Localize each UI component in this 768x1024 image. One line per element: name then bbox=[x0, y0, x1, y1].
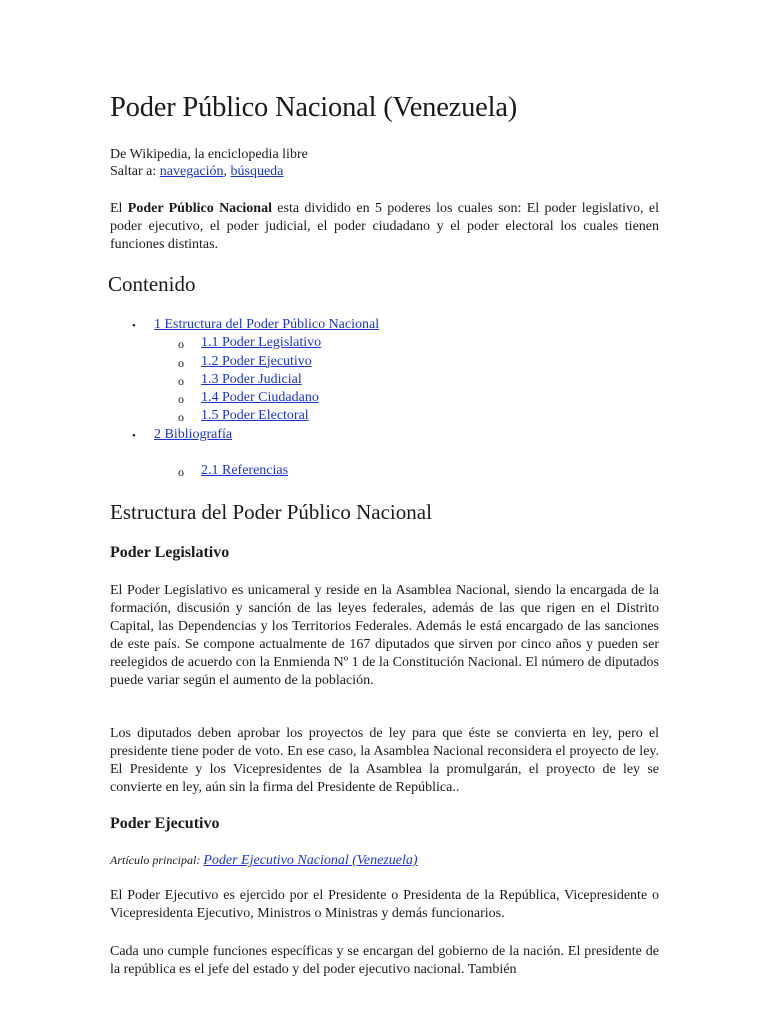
intro-paragraph bbox=[110, 200, 659, 254]
jump-line bbox=[110, 163, 308, 180]
legislativo-paragraph-1: El Poder Legislativo es unicameral y reside en la Asamblea Nacional, siendo la encargada de la formación, discusión y sanción de las leyes federales, además de las que rigen en el Distrito Capital, las Dependencias y los Territorios Federales. Además le está encargado de las sanciones de este país. Se compone actualmente de 167 diputados que sirven por cinco años y pueden ser reelegidos de acuerdo con la Enmienda Nº 1 de la Constitución Nacional. El número de diputados puede variar según el aumento de la población. bbox=[110, 583, 659, 688]
ejecutivo-paragraph-1: El Poder Ejecutivo es ejercido por el Presidente o Presidenta de la República, Vicepresidente o Vicepresidenta Ejecutivo, Ministros o Ministras y demás funcionarios. bbox=[110, 888, 659, 921]
intro-pre: El bbox=[110, 201, 128, 216]
circle-bullet-icon: o bbox=[178, 465, 184, 479]
main-article-link[interactable]: Poder Ejecutivo Nacional (Venezuela) bbox=[203, 853, 418, 868]
page-title: Poder Público Nacional (Venezuela) bbox=[110, 92, 518, 123]
heading-poder-legislativo: Poder Legislativo bbox=[110, 544, 230, 561]
jump-separator: , bbox=[223, 164, 231, 179]
jump-search-link[interactable]: búsqueda bbox=[230, 164, 284, 179]
circle-bullet-icon: o bbox=[178, 392, 184, 406]
circle-bullet-icon: o bbox=[178, 374, 184, 388]
toc-link-bibliografia[interactable]: 2 Bibliografía bbox=[154, 426, 233, 442]
circle-bullet-icon: o bbox=[178, 337, 184, 351]
toc-link-estructura[interactable]: 1 Estructura del Poder Público Nacional bbox=[154, 317, 380, 332]
toc-link-referencias[interactable]: 2.1 Referencias bbox=[201, 463, 289, 478]
main-article-label: Artículo principal: bbox=[110, 853, 204, 867]
section-heading-estructura: Estructura del Poder Público Nacional bbox=[110, 500, 432, 524]
bullet-icon: • bbox=[132, 429, 136, 442]
from-line: De Wikipedia, la enciclopedia libre bbox=[110, 147, 308, 162]
jump-prefix: Saltar a: bbox=[110, 164, 160, 179]
toc-link-judicial[interactable]: 1.3 Poder Judicial bbox=[201, 372, 302, 387]
jump-navigation-link[interactable]: navegación bbox=[159, 164, 224, 179]
intro-bold: Poder Público Nacional bbox=[127, 201, 272, 216]
heading-poder-ejecutivo: Poder Ejecutivo bbox=[110, 815, 220, 832]
toc-link-ejecutivo[interactable]: 1.2 Poder Ejecutivo bbox=[201, 353, 312, 369]
toc-link-electoral[interactable]: 1.5 Poder Electoral bbox=[201, 408, 309, 423]
circle-bullet-icon: o bbox=[178, 355, 184, 370]
toc-heading: Contenido bbox=[108, 272, 196, 296]
main-article-note bbox=[110, 851, 418, 869]
circle-bullet-icon: o bbox=[178, 410, 184, 424]
toc-link-ciudadano[interactable]: 1.4 Poder Ciudadano bbox=[201, 390, 319, 405]
bullet-icon: • bbox=[132, 320, 136, 332]
ejecutivo-paragraph-2: Cada uno cumple funciones específicas y se encargan del gobierno de la nación. El presidente de la república es el jefe del estado y del poder ejecutivo nacional. También bbox=[110, 944, 659, 977]
intro-post: esta dividido en 5 poderes los cuales son: El poder legislativo, el poder ejecutivo, el poder judicial, el poder ciudadano y el poder electoral los cuales tienen funciones distintas. bbox=[110, 201, 659, 252]
toc-link-legislativo[interactable]: 1.1 Poder Legislativo bbox=[201, 335, 322, 350]
site-subtitle bbox=[110, 146, 308, 180]
legislativo-paragraph-2: Los diputados deben aprobar los proyectos de ley para que éste se convierta en ley, pero el presidente tiene poder de voto. En ese caso, la Asamblea Nacional reconsidera el proyecto de ley. El Presidente y los Vicepresidentes de la Asamblea la promulgarán, el proyecto de ley se convierte en ley, aún sin la firma del Presidente de República.. bbox=[110, 726, 659, 795]
